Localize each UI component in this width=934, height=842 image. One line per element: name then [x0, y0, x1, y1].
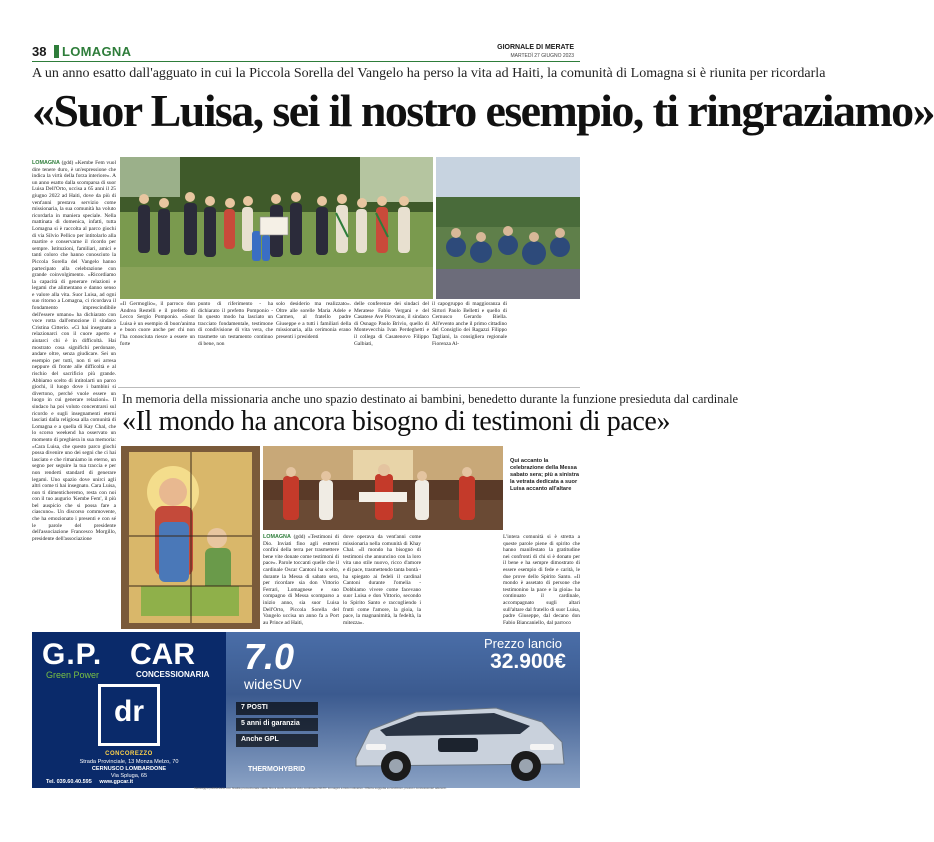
article2-column-1: [263, 534, 339, 630]
article1-body-1: (gdd) «Kembe Fem vuol dire tenere duro, è un'espressione che indica la virtù della forza interiore». A un anno esatto dalla scomparsa di suor Luisa Dell'Orto, uccisa a 65 anni il 25 giugno 2022 ad Haiti, dove da più di vent'anni prestava servizio come missionaria, la sua comunità ha voluto ricordarla in maniera speciale. Nella mattinata di domenica, infatti, tutta Lomagna si è raccolta al parco giochi di via Silvio Pellico per intitolarlo alla martire e conservarne il ricordo per sempre. Istituzioni, familiari, amici e tanti coloro che hanno conosciuto la Piccola Sorella del Vangelo hanno partecipato alla celebrazione con grande coinvolgimento. «Ricordiamo la capacità di generare relazioni e legami che alimentano e danno senso e valore alla vita. Suor Luisa, ad ogni suo ritorno a Lomagna, ci ricordava il fondamento imprescindibile dell'essere umano» ha dichiarato con voce rotta dall'emozione il sindaco Cristina Citterio. «Ci hai insegnato a relazionarci con il cuore aperto e aiutarci chi è in difficoltà. Hai mostrato cosa significhi perdonare, andare oltre, senza giudicare. Sei un esempio per tutti, non ti sei arresa neppure di fronte alle difficoltà e al rischio del sacrificio più grande. Abbiamo scelto di intitolarti un parco giochi, il luogo dove i bambini si divertono, perché vuole essere un luogo in cui generare relazioni». Il sindaco ha poi voluto concentrarsi sul ricordo e sugli insegnamenti eterni lasciati dalla religiosa alla comunità di Lomagna e a quella di Kay Chal, che lo scorso weekend ha osservato un momento di preghiera in sua memoria: «Cara Luisa, che questo parco giochi possa divenire uno dei segni che ci hai lasciato e che rimaniamo in eterno, un segno per seguire la tua traccia e per non renderti standard di generare legami. Uno spazio dove unirci agli altri come ti hai insegnato. Cara Luisa, non ti dimenticheremo, resta con noi con il tuo augurio 'Kembe Fem', il più bel auspicio che si possa fare a ciascuno». Un discorso commovente, che ha emozionato i presenti e con sé le parole del presidente dell'associazione Francesco Morgillo, presidente dell'associazione: [32, 160, 116, 542]
section-name: LOMAGNA: [62, 44, 132, 59]
suv-car-icon: [346, 678, 570, 784]
article1-column-3: punto di riferimento - ha dichiarato il prefetto Pomponio - In questo modo ha lasciato un tracciato fondamentale, testimone di condivisione di vita vera, che trasmette un testamento continuo di bene, non: [198, 301, 273, 347]
ad-brand-left: G.P.: [42, 638, 103, 671]
article1-dateline: LOMAGNA: [32, 160, 60, 166]
ad-concorezzo-label: CONCOREZZO: [105, 751, 153, 757]
publication-name: GIORNALE DI MERATE: [497, 44, 574, 51]
ad-model-name: 7.0: [244, 636, 295, 677]
ad-price-label: Prezzo lancio: [483, 636, 562, 651]
stained-glass-photo: [121, 446, 260, 629]
dealer-logo-icon: [98, 684, 160, 746]
ad-cernusco-address: Via Spluga, 65: [110, 773, 148, 779]
ad-technology: THERMOHYBRID: [248, 766, 306, 773]
ad-legal-text: Messaggio pubblicitario con finalità promozionale valido fino a stock consumi ciclo combinato WLTP. Immagini a titolo indicativo. Offerta soggetta a condizioni, presso i concessionari aderenti.: [194, 786, 447, 790]
car-dealer-advertisement[interactable]: [32, 632, 580, 788]
ad-concessionaria: CONCESSIONARIA: [136, 670, 210, 679]
ad-phone: [46, 779, 133, 785]
ad-website-link[interactable]: www.gpcar.it: [99, 779, 134, 785]
header-rule: [32, 61, 580, 62]
ceremony-photo: [120, 157, 433, 299]
article1-column-6: il capogruppo di maggioranza di Sirtori Paolo Belletti e quello di Cernusco Gerardo Biella. All'evento anche il primo cittadino del Consiglio dei Ragazzi Filippo Tagliani, la consigliera regionale Fiorenza Al-: [432, 301, 507, 347]
ad-dealer-panel: [32, 632, 226, 788]
article2-column-2: dove operava da vent'anni come missionaria nella comunità di Khay Chal. «Il mondo ha bisogno di testimoni che annuncino con la loro vita uno stile nuovo, ricco d'amore e di pace, trasmettendo tanta bontà - ha spiegato ai fedeli il cardinal Cantoni durante l'omelia - Dobbiamo vivere come facevano suor Luisa e don Vittorio, secondo lo Spirito Santo e raccogliendo i frutti come l'amore, la gioia, la pace, la magnanimità, la fedeltà, la mitezza».: [343, 534, 421, 626]
article2-kicker: In memoria della missionaria anche uno spazio destinato ai bambini, benedetto durante la funzione presieduta dal cardinale: [122, 392, 739, 406]
article2-photo-caption: Qui accanto la celebrazione della Messa sabato sera; più a sinistra la vetrata dedicata a suor Luisa accanto all'altare: [510, 458, 580, 492]
article1-column-4: solo desiderio ma realizzato». Oltre alle sorelle Maria Adele e Carmen, al fratello padre Giuseppe e a tutti i familiari della missionaria, alla cerimonia erano presenti i presidenti: [276, 301, 351, 340]
ad-vehicle-panel: [226, 632, 580, 788]
mass-celebration-photo: [263, 446, 503, 530]
ad-feature-gpl: Anche GPL: [236, 734, 318, 747]
ad-cernusco-label: CERNUSCO LOMBARDONE: [91, 766, 167, 772]
article1-column-5: delle conferenze dei sindaci del Meratese Fabio Vergani e del Casatese Ave Pirovano, il sindaco di Osnago Paolo Brivio, quello di Montevecchia Ivan Perdeghetti e il collega di Casatenovo Filippo Galbiati,: [354, 301, 429, 347]
article2-headline: «Il mondo ha ancora bisogno di testimoni di pace»: [122, 406, 671, 437]
ad-price: 32.900€: [490, 650, 566, 673]
crowd-photo: [436, 157, 580, 299]
stained-glass-illustration: [121, 446, 260, 629]
publication-date: MARTEDÌ 27 GIUGNO 2023: [510, 53, 574, 59]
article1-headline: «Suor Luisa, sei il nostro esempio, ti ringraziamo»: [32, 85, 934, 136]
article1-column-2: «Il Germoglio», il parroco don Andrea Restelli e il prefetto di Lecco Sergio Pomponio. «Suor Luisa è un esempio di buon'anima e buon cuore anche per chi non l'ha conosciuta riesce a essere un forte: [120, 301, 195, 347]
article1-column-1: [32, 160, 116, 632]
dealer-logo-text: dr: [114, 695, 144, 728]
ad-concorezzo-address: Strada Provinciale, 13 Monza Melzo, 70: [79, 759, 179, 765]
page-header: [0, 0, 580, 64]
ad-feature-warranty: 5 anni di garanzia: [236, 718, 318, 731]
page-number: 38: [32, 44, 47, 59]
ad-model-subtitle: wideSUV: [244, 676, 302, 692]
ceremony-photo-illustration: [120, 157, 433, 299]
section-marker: [54, 45, 59, 58]
mass-celebration-illustration: [263, 446, 503, 530]
crowd-photo-illustration: [436, 157, 580, 299]
ad-feature-seats: 7 POSTI: [236, 702, 318, 715]
ad-tagline: Green Power: [46, 670, 100, 680]
ad-brand-right: CAR: [130, 638, 195, 671]
article2-body-1: (gdd) «Testimoni di Dio. Inviati fino agli estremi confini della terra per trasmettere bene vite donate come testimoni di pace». Parole toccanti quelle che il cardinale Oscar Cantoni ha scelto, durante la Messa di sabato sera, per ricordare sia don Vittorio Ferrari, Lomagnese e suo compagno di Messa scomparso a inizio anno, sia suor Luisa Dell'Orto, Piccola Sorella del Vangelo uccisa un anno fa a Port au Prince ad Haiti,: [263, 534, 339, 626]
article2-divider: [118, 387, 580, 388]
ad-phone-number: Tel. 039.60.40.595: [46, 779, 92, 785]
article2-dateline: LOMAGNA: [263, 534, 291, 540]
article1-kicker: A un anno esatto dall'agguato in cui la Piccola Sorella del Vangelo ha perso la vita ad Haiti, la comunità di Lomagna si è riunita per ricordarla: [32, 66, 826, 81]
article2-column-3: L'intera comunità si è stretta a queste parole piene di spirito che hanno manifestato la gratitudine nei confronti di chi si è donato per il bene e ha sempre dimostrato di essere esempio di fede e carità, le due prove dello Spirito Santo. «Il mondo è assetato di persone che testimonino la pace e la gioia» ha continuato il cardinale, accompagnato sugli altari sull'altare dal fratello di suor Luisa, padre Giuseppe, dal decano don Fabio Biancaniello, dal parroco: [503, 534, 580, 626]
